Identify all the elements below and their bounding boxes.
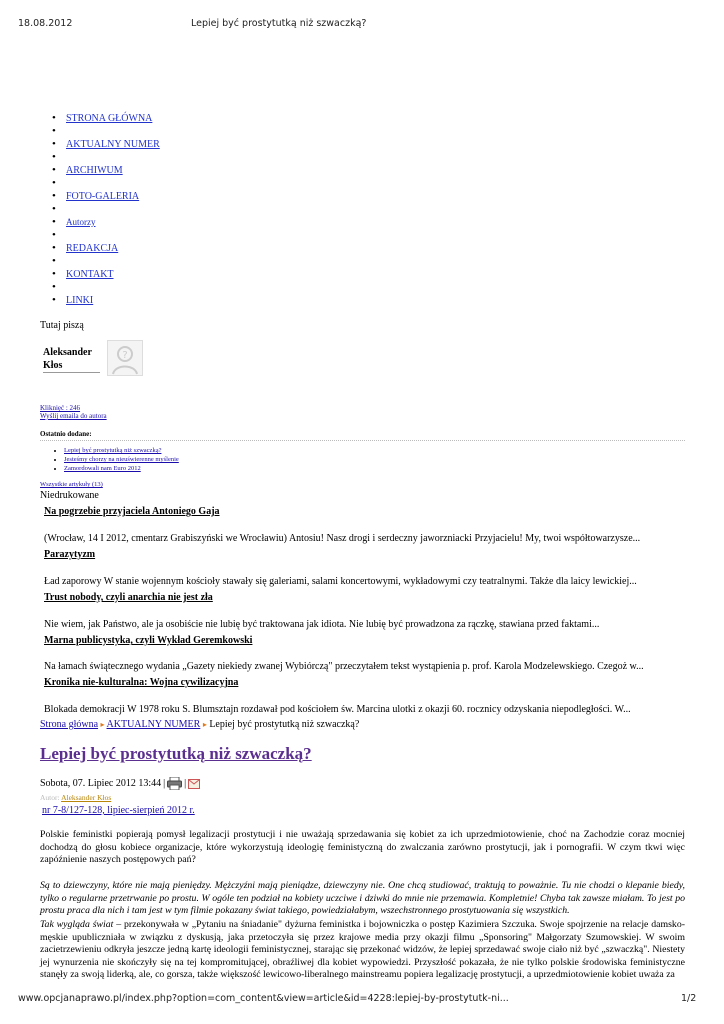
footer-url: www.opcjanaprawo.pl/index.php?option=com_content&view=article&id=4228:lepiej-by-prostytutk-ni... xyxy=(18,993,509,1004)
author-avatar xyxy=(107,340,143,376)
unpublished-snippet-4: Na łamach świątecznego wydania „Gazety niekiedy zwanej Wybiórczą" przeczytałem tekst wystąpienia p. prof. Karola Modzelewskiego. Czegoż w... xyxy=(44,661,644,672)
nav-item-gallery[interactable] xyxy=(52,190,160,203)
breadcrumb xyxy=(40,719,359,730)
nav-spacer xyxy=(52,281,160,294)
nav-spacer xyxy=(52,177,160,190)
unpublished-snippet-3: Nie wiem, jak Państwo, ale ja osobiście nie lubię być traktowana jak idiota. Nie lubię być prowadzona za rączkę, stawiana przed faktami... xyxy=(44,619,600,630)
author-divider xyxy=(43,372,100,373)
article-paragraph-3 xyxy=(40,919,685,982)
article-title[interactable]: Lepiej być prostytutką niż szwaczką? xyxy=(40,744,312,763)
svg-text:?: ? xyxy=(122,350,128,361)
meta-separator: | xyxy=(184,778,187,789)
avatar-placeholder-icon xyxy=(108,341,142,375)
quote-attribution: Tak wygląda świat xyxy=(40,919,114,930)
nav-spacer xyxy=(52,229,160,242)
nav-item-home[interactable] xyxy=(52,112,160,125)
author-name xyxy=(43,346,92,372)
nav-link-editorial[interactable]: REDAKCJA xyxy=(66,243,119,254)
nav-spacer xyxy=(52,203,160,216)
nav-spacer xyxy=(52,255,160,268)
nav-spacer xyxy=(52,125,160,138)
nav-item-contact[interactable] xyxy=(52,268,160,281)
article-paragraph-2: Są to dziewczyny, które nie mają pieniędzy. Mężczyźni mają pieniądze, dziewczyny nie. One chcą studiować, traktują to poważnie. Tu nie chodzi o klepanie biedy, tylko o regularne przetrwanie po prostu. W ogóle ten podział na kobiety uczciwe i dziwki do mnie nie przemawia. Kompletnie! Chyba tak zawsze miałam. To jest po prostu praca dla nich i tam jest w tym filmie pokazany świat takiego, powiedziałabym, wszechstronnego prostytuowania się wszystkich. xyxy=(40,880,685,916)
print-doc-title: Lepiej być prostytutką niż szwaczką? xyxy=(191,18,367,29)
author-link[interactable]: Aleksander Kłos xyxy=(61,793,112,802)
nav-link-current-issue[interactable]: AKTUALNY NUMER xyxy=(66,139,160,150)
unpublished-title-2[interactable]: Parazytyzm xyxy=(44,549,96,560)
article-meta xyxy=(40,777,200,790)
recent-divider xyxy=(40,440,685,441)
breadcrumb-current: Lepiej być prostytutką niż szwaczką? xyxy=(209,719,360,730)
recent-item[interactable]: • Jesteśmy chorzy na nieuświerenne myślenie xyxy=(64,455,179,464)
nav-item-links[interactable] xyxy=(52,294,160,307)
print-date: 18.08.2012 xyxy=(18,18,73,29)
unpublished-title-4[interactable]: Marna publicystyka, czyli Wykład Geremkowski xyxy=(44,635,253,646)
unpublished-title-5[interactable]: Kronika nie-kulturalna: Wojna cywilizacyjna xyxy=(44,677,239,688)
recent-heading: Ostatnio dodane: xyxy=(40,430,92,438)
email-icon[interactable] xyxy=(188,779,200,789)
meta-separator: | xyxy=(163,778,166,789)
email-author-link[interactable]: Wyślij emaila do autora xyxy=(40,412,107,420)
author-clicks[interactable]: Kliknięć : 246 xyxy=(40,404,81,412)
author-name-line1: Aleksander xyxy=(43,347,92,358)
issue-link[interactable]: nr 7-8/127-128, lipiec-sierpień 2012 r. xyxy=(42,805,195,816)
breadcrumb-current-issue[interactable]: AKTUALNY NUMER xyxy=(106,719,201,730)
nav-link-gallery[interactable]: FOTO-GALERIA xyxy=(66,191,140,202)
unpublished-snippet-2: Ład zaporowy W stanie wojennym kościoły stawały się galeriami, salami koncertowymi, wykładowymi czy teatralnymi. Także dla laicy lewickiej... xyxy=(44,576,637,587)
nav-item-current-issue[interactable] xyxy=(52,138,160,151)
nav-link-archive[interactable]: ARCHIWUM xyxy=(66,165,123,176)
nav-link-contact[interactable]: KONTAKT xyxy=(66,269,114,280)
unpublished-heading: Niedrukowane xyxy=(40,490,99,501)
nav-item-authors[interactable] xyxy=(52,216,160,229)
article-date: Sobota, 07. Lipiec 2012 13:44 xyxy=(40,778,162,789)
nav-link-authors[interactable]: Autorzy xyxy=(66,217,96,227)
nav-link-home[interactable]: STRONA GŁÓWNA xyxy=(66,113,153,124)
breadcrumb-arrow-icon: ▸ xyxy=(100,720,105,729)
breadcrumb-home[interactable]: Strona główna xyxy=(40,719,99,730)
unpublished-snippet-1: (Wrocław, 14 I 2012, cmentarz Grabiszyński we Wrocławiu) Antosiu! Nasz drogi i serdeczny jaworzniacki Przyjacielu! My, twoi współtowarzysze... xyxy=(44,533,641,544)
article-author xyxy=(40,793,111,802)
main-nav xyxy=(52,112,160,307)
recent-item[interactable]: • Lepiej być prostytutką niż szwaczką? xyxy=(64,446,179,455)
author-label: Autor: xyxy=(40,793,60,802)
article-paragraph-1: Polskie feministki popierają pomysł legalizacji prostytucji i nie uważają sprzedawania się kobiet za ich uprzedmiotowienie, choć na Zachodzie coraz mocniej dochodzą do głosu kobiece organizacje, które wykorzystują ideologię feministyczną do zwalczania zarówno prostytucji, jak i pornografii. W czym tkwi więc zapóźnienie naszych postępowych pań? xyxy=(40,829,685,865)
all-articles-link[interactable]: Wszystkie artykuły (13) xyxy=(40,481,103,488)
paragraph-3-text: – przekonywała w „Pytaniu na śniadanie" dyżurna feministka i bojowniczka o postęp Kazimiera Szczuka. Swoje spojrzenie na relacje damsko-męskie upubliczniała w związku z dyskusją, jaka przetoczyła się przez krajowe media przy okazji filmu „Sponsoring" Małgorzaty Szumowskiej. W swoim zacietrzewieniu odkryła jeszcze jedną kartę ideologii feministycznej, starając się przekonać widzów, że lepiej sprzedawać swoje ciało niż być „szwaczką". Niestety jej wynurzenia nie skończyły się na tej kompromitującej, obraźliwej dla kobiet wypowiedzi. Przyszłość pokazała, że nie tylko polskie środowiska feministyczne stanęły za swoją liderką, ale, co gorsza, także większość lewicowo-liberalnego mainstreamu popiera legalizację prostytucji, a uprzedmiotowienie kobiet uważa za xyxy=(40,919,685,980)
breadcrumb-arrow-icon: ▸ xyxy=(202,720,207,729)
unpublished-snippet-5: Blokada demokracji W 1978 roku S. Blumsztajn rozdawał pod kościołem św. Marcina ulotki z okazji 60. rocznicy odzyskania niepodległości. W... xyxy=(44,704,631,715)
nav-item-archive[interactable] xyxy=(52,164,160,177)
nav-spacer xyxy=(52,151,160,164)
nav-item-editorial[interactable] xyxy=(52,242,160,255)
author-name-line2: Kłos xyxy=(43,360,63,371)
recent-item[interactable]: • Zamordowali nam Euro 2012 xyxy=(64,464,179,473)
unpublished-title-1[interactable]: Na pogrzebie przyjaciela Antoniego Gaja xyxy=(44,506,220,517)
nav-link-links[interactable]: LINKI xyxy=(66,295,94,306)
author-box-heading: Tutaj piszą xyxy=(40,320,84,331)
unpublished-title-3[interactable]: Trust nobody, czyli anarchia nie jest zła xyxy=(44,592,213,603)
footer-page-number: 1/2 xyxy=(681,993,697,1004)
print-icon[interactable] xyxy=(167,777,182,790)
recent-list xyxy=(52,446,179,473)
